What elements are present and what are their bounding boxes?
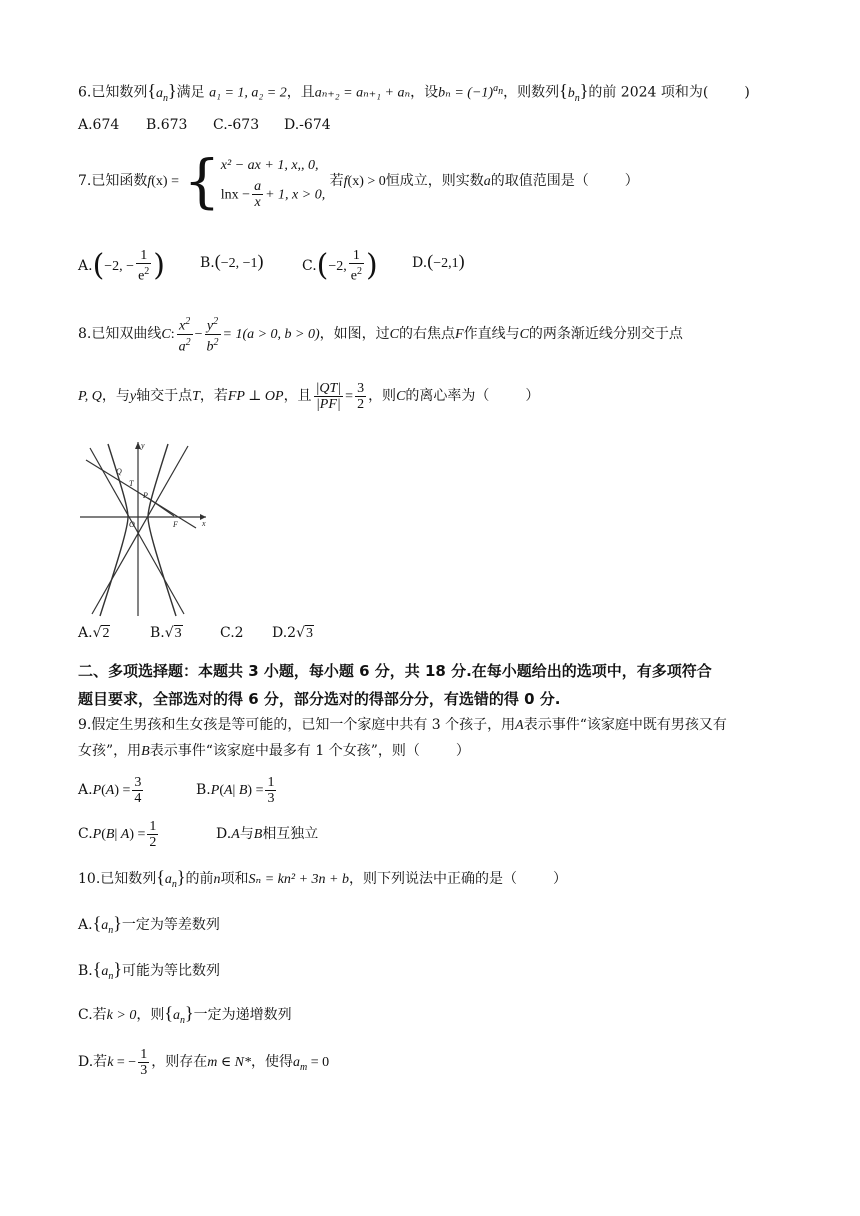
q7-option-c: C.(−2, $\frac{1}{e^2}$ ) bbox=[302, 247, 378, 284]
section2-heading-line1: 二、多项选择题：本题共 3 小题，每小题 6 分，共 18 分.在每小题给出的选项中，有多项符合 bbox=[78, 662, 712, 680]
q8-stem-line2: P, Q，与y轴交于点T，若FP ⊥ OP，且 $\frac{|QT|}{|PF|}$ = $\frac{3}{2}$ ，则C的离心率为（ ） bbox=[78, 380, 540, 412]
x-label: x bbox=[202, 519, 206, 528]
q8-option-b: B.√3 bbox=[150, 625, 182, 641]
q9-option-c: C.P(B| A) = $\frac{1}{2}$ bbox=[78, 818, 157, 850]
q8-option-c: C.2 bbox=[220, 625, 244, 641]
q-label: Q bbox=[116, 467, 122, 476]
q10-option-a: $A.\{a_n\}$一定为等差数列 bbox=[78, 913, 220, 936]
f-label: F bbox=[173, 520, 178, 529]
q7-stem: 7.已知函数f(x) = { x² − ax + 1, x,, 0, lnx − $\frac{a}{x}$ + 1, x > 0, 若f(x) > 0恒成立，则实数a的取值范围是（ ） bbox=[78, 147, 639, 215]
o-label: O bbox=[129, 520, 135, 529]
p-label: P bbox=[143, 491, 148, 500]
q8-stem-line1: 8.已知双曲线C: $\frac{x^2}{a^2}$ − $\frac{y^2}{b^2}$ = 1(a > 0, b > 0)，如图，过C的右焦点F作直线与C的两条渐近线分别交于点 bbox=[78, 316, 683, 355]
q6-option-d: D.-674 bbox=[284, 117, 331, 133]
hyperbola-figure bbox=[78, 438, 214, 620]
t-label: T bbox=[129, 479, 134, 488]
q9-option-d: D.A与B相互独立 bbox=[216, 826, 319, 842]
asymptote-2 bbox=[92, 446, 188, 614]
q7-option-b: B.(−2, −1) bbox=[200, 251, 264, 271]
segment-fp bbox=[148, 498, 174, 516]
right-branch bbox=[148, 444, 176, 616]
q10-stem: 10.已知数列$\{a_n\}$的前n项和Sₙ = kn² + 3n + b，则下列说法中正确的是（ ） bbox=[78, 867, 567, 890]
left-branch bbox=[100, 444, 128, 616]
q10-option-d: D.若k = − $\frac{1}{3}$ ，则存在m ∈ N*，使得$a_m = 0$ bbox=[78, 1046, 330, 1078]
piecewise-function: x² − ax + 1, x,, 0, lnx − $\frac{a}{x}$ + 1, x > 0, bbox=[220, 157, 326, 210]
asymptote-1 bbox=[90, 448, 184, 614]
q7-option-d: D.(−2,1) bbox=[412, 251, 465, 271]
q10-option-b: $B.\{a_n\}$可能为等比数列 bbox=[78, 959, 221, 982]
q9-stem-line1: 9.假定生男孩和生女孩是等可能的，已知一个家庭中共有 3 个孩子，用A表示事件“该家庭中既有男孩又有 bbox=[78, 717, 727, 733]
q7-option-a: A.(−2, − $\frac{1}{e^2}$ ) bbox=[78, 247, 166, 284]
q6-stem: 6.已知数列$\{a_n\}$满足 a₁ = 1, a₂ = 2，且aₙ₊₂ = aₙ₊₁ + aₙ，设$b_n = (-1)^{a_n}$，则数列$\{b_n\}$的前 2024 项和为( ) bbox=[78, 80, 750, 104]
q8-option-d: D.2√3 bbox=[272, 625, 314, 641]
section2-heading-line2: 题目要求，全部选对的得 6 分，部分选对的得部分分，有选错的得 0 分. bbox=[78, 690, 561, 708]
q8-option-a: A.√2 bbox=[78, 625, 110, 641]
q6-option-c: C.-673 bbox=[213, 117, 260, 133]
line-through-f bbox=[86, 460, 196, 528]
q6-option-b: B.673 bbox=[146, 117, 188, 133]
q6-option-a: A.674 bbox=[78, 117, 120, 133]
y-label: y bbox=[141, 441, 145, 450]
q9-option-a: A.P(A) = $\frac{3}{4}$ bbox=[78, 774, 142, 806]
q10-option-c: C.若k > 0，则$\{a_n\}$一定为递增数列 bbox=[78, 1003, 292, 1026]
q9-stem-line2: 女孩”，用B表示事件“该家庭中最多有 1 个女孩”，则（ ） bbox=[78, 743, 470, 759]
piecewise-brace: { bbox=[183, 147, 221, 215]
q9-option-b: B.P(A| B) = $\frac{1}{3}$ bbox=[196, 774, 275, 806]
